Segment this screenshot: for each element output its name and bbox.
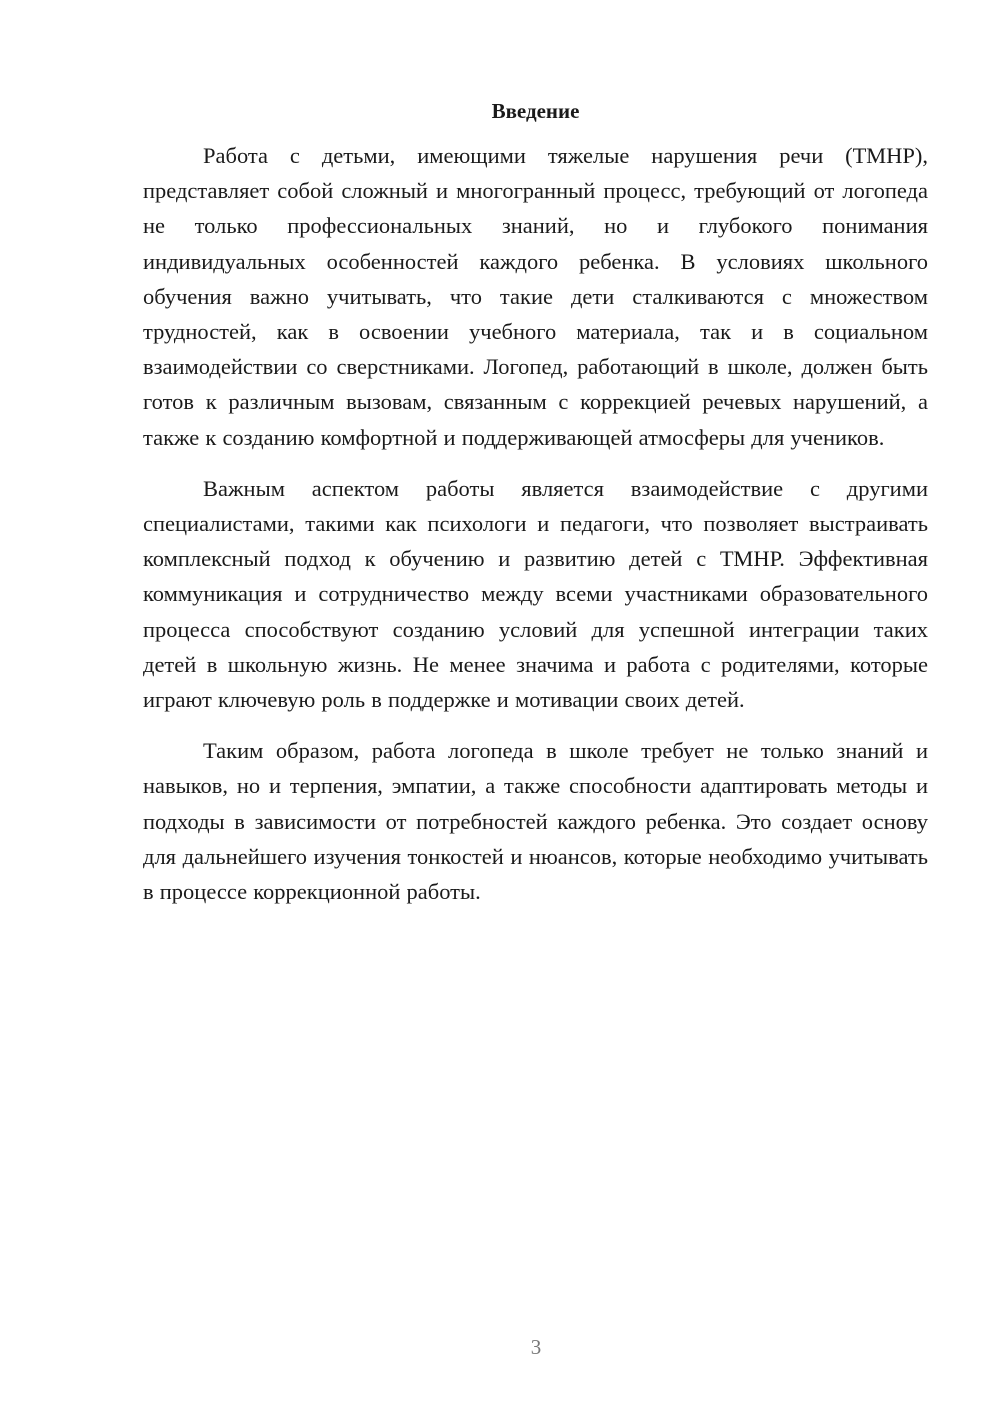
section-heading: Введение — [491, 99, 580, 123]
paragraph-3: Таким образом, работа логопеда в школе требует не только знаний и навыков, но и терпения, эмпатии, а также способности адаптировать методы и подходы в зависимости от потребностей каждого ребенка. Это создает основу для дальнейшего изучения тонкостей и нюансов, которые необходимо учитывать в процессе коррекционной работы. — [143, 738, 928, 905]
paragraph-1: Работа с детьми, имеющими тяжелые нарушения речи (ТМНР), представляет собой сложный и многогранный процесс, требующий от логопеда не только профессиональных знаний, но и глубокого понимания индивидуальных особенностей каждого ребенка. В условиях школьного обучения важно учитывать, что такие дети сталкиваются с множеством трудностей, как в освоении учебного материала, так и в социальном взаимодействии со сверстниками. Логопед, работающий в школе, должен быть готов к различным вызовам, связанным с коррекцией речевых нарушений, а также к созданию комфортной и поддерживающей атмосферы для учеников. — [143, 143, 928, 450]
paragraph-2: Важным аспектом работы является взаимодействие с другими специалистами, такими как психологи и педагоги, что позволяет выстраивать комплексный подход к обучению и развитию детей с ТМНР. Эффективная коммуникация и сотрудничество между всеми участниками образовательного процесса способствуют созданию условий для успешной интеграции таких детей в школьную жизнь. Не менее значима и работа с родителями, которые играют ключевую роль в поддержке и мотивации своих детей. — [143, 475, 928, 713]
page-number: 3 — [530, 1335, 542, 1359]
page-content — [143, 96, 928, 909]
